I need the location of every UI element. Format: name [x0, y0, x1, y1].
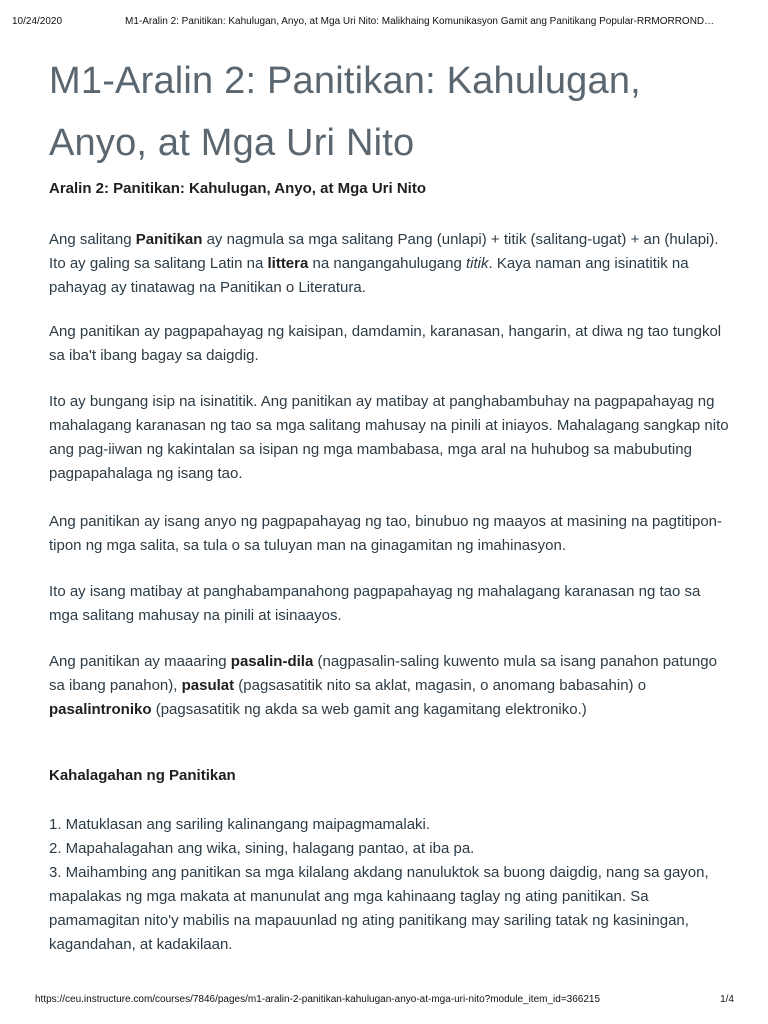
list-item: 3. Maihambing ang panitikan sa mga kilalang akdang nanuluktok sa buong daigdig, nang sa gayon, mapalakas ng mga makata at manunulat ang mga kahinaang taglay ng ating panitikan. Sa [49, 864, 709, 905]
page-content [49, 50, 729, 953]
list-item: pamamagitan nito'y mabilis na mapauunlad ng ating panitikang may sariling tatak ng kasiningan, kagandahan, at kadakilaan. [49, 912, 689, 953]
text-run: (pagsasatitik ng akda sa web gamit ang kagamitang elektroniko.) [151, 701, 587, 718]
page-title-line-2: Anyo, at Mga Uri Nito [49, 122, 415, 164]
italic-term-titik: titik [466, 255, 489, 272]
page-title [49, 50, 729, 174]
print-header [0, 0, 768, 40]
page-url-link[interactable]: https://ceu.instructure.com/courses/7846/pages/m1-aralin-2-panitikan-kahulugan-anyo-at-mga-uri-nito?module_item_id=366215 [35, 994, 601, 1005]
text-run: (pagsasatitik nito sa aklat, magasin, o anomang babasahin) o [234, 677, 647, 694]
print-doc-title: M1-Aralin 2: Panitikan: Kahulugan, Anyo, at Mga Uri Nito: Malikhaing Komunikasyon Gamit ang Panitikang Popular-RRMORROND… [125, 16, 715, 27]
paragraph-product-of-mind [49, 390, 729, 486]
text-run: Ang panitikan ay maaaring [49, 653, 231, 670]
print-footer [0, 986, 768, 1016]
bold-term-littera: littera [267, 255, 309, 272]
paragraph-text-5: Ito ay isang matibay at panghabampanahong pagpapahayag ng mahalagang karanasan ng tao sa mga salitang mahusay na pinili at isinaayos. [49, 583, 701, 624]
text-run: (nagpasalin-saling kuwento mula sa isang panahon patungo sa ibang panahon), [49, 653, 717, 694]
paragraph-text-3: Ito ay bungang isip na isinatitik. Ang panitikan ay matibay at panghabambuhay na pagpapahayag ng mahalagang karanasan ng tao sa mga salitang mahusay na pinili at iniayos. Mahalagang sangkap nito ang pag-iiwan ng kakintalan sa isipan ng mga mambabasa, mga aral na huhubog sa mabubuting pagpapahalaga ng isang tao. [49, 393, 729, 482]
text-run: Ang salitang [49, 231, 136, 248]
bold-term-pasulat: pasulat [181, 677, 235, 694]
paragraph-durable [49, 580, 729, 628]
list-item: 1. Matuklasan ang sariling kalinangang maipagmamalaki. [49, 816, 431, 833]
print-date: 10/24/2020 [12, 16, 63, 27]
paragraph-text-1 [49, 228, 729, 300]
list-item: 2. Mapahalagahan ang wika, sining, halagang pantao, at iba pa. [49, 840, 475, 857]
paragraph-form [49, 510, 729, 558]
lesson-subheading: Aralin 2: Panitikan: Kahulugan, Anyo, at Mga Uri Nito [49, 180, 426, 197]
section-importance-heading-block [49, 767, 729, 784]
bold-term-panitikan: Panitikan [135, 231, 203, 248]
page-title-line-1: M1-Aralin 2: Panitikan: Kahulugan, [49, 60, 641, 102]
bold-term-pasalintroniko: pasalintroniko [49, 701, 152, 718]
importance-list [49, 813, 729, 957]
page-number: 1/4 [720, 994, 734, 1005]
paragraph-text-4: Ang panitikan ay isang anyo ng pagpapahayag ng tao, binubuo ng maayos at masining na pagtitipon-tipon ng mga salita, sa tula o sa tuluyan man na ginagamitan ng imahinasyon. [49, 513, 722, 554]
paragraph-types [49, 650, 729, 722]
paragraph-text-6 [49, 650, 729, 722]
paragraph-text-2: Ang panitikan ay pagpapahayag ng kaisipan, damdamin, karanasan, hangarin, at diwa ng tao tungkol sa iba't ibang bagay sa daigdig. [49, 323, 722, 364]
paragraph-expression [49, 320, 729, 368]
text-run: ay nagmula sa mga salitang Pang (unlapi) + titik (salitang-ugat) + an (hulapi). Ito ay galing sa salitang Latin na [49, 231, 719, 272]
paragraph-definition [49, 228, 729, 300]
text-run: . Kaya naman ang isinatitik na pahayag ay tinatawag na Panitikan o Literatura. [49, 255, 689, 296]
section-importance-heading: Kahalagahan ng Panitikan [49, 767, 236, 784]
lesson-subheading-block [49, 180, 729, 197]
text-run: na nangangahulugang [308, 255, 466, 272]
bold-term-pasalin-dila: pasalin-dila [230, 653, 314, 670]
